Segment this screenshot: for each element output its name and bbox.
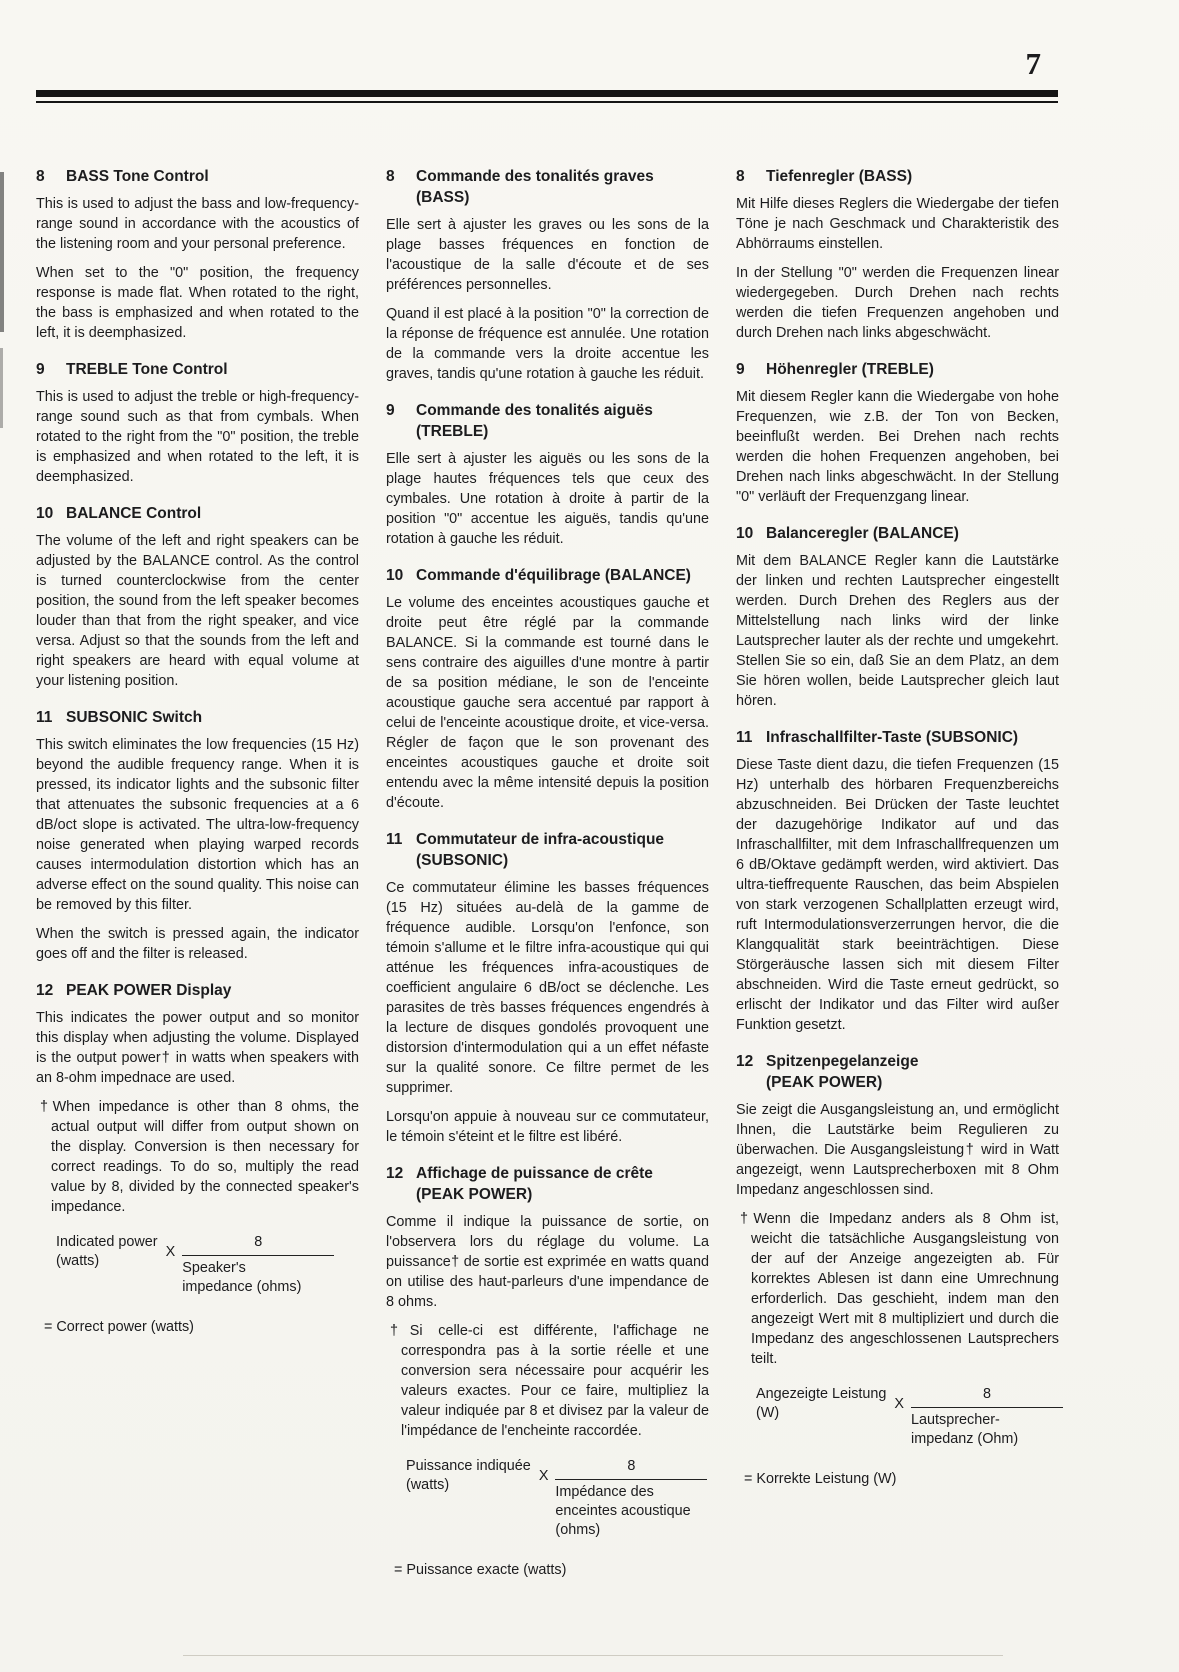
section-9-treble-en: [36, 359, 359, 487]
section-title: TREBLE Tone Control: [66, 361, 228, 378]
section-number: 8: [386, 168, 395, 185]
section-title: SUBSONIC Switch: [66, 709, 203, 726]
section-heading: [36, 707, 359, 728]
section-11-subsonic-en: [36, 707, 359, 964]
paragraph: When set to the "0" position, the frequency response is made flat. When rotated to the right, the bass is emphasized and when rotated to the left, it is deemphasized.: [36, 265, 359, 341]
formula-label-line: Puissance indiquée: [406, 1458, 531, 1474]
section-heading: [736, 1051, 1059, 1093]
paragraph: Mit diesem Regler kann die Wiedergabe von hohe Frequenzen, wie z.B. der Ton von Becken, beeinflußt werden. Bei Drehen nach rechts werden die hohen Frequenzen angehoben, bei Drehen nach links abgeschwächt. In der Stellung "0" verläuft der Frequenzgang linear.: [736, 389, 1059, 505]
paragraph: This is used to adjust the treble or high-frequency-range sound such as that from cymbals. When rotated to the right from the "0" position, the treble is emphasized and when rotated to the left, it is deemphasized.: [36, 389, 359, 485]
section-8-bass-de: [736, 166, 1059, 343]
section-title-line2: (SUBSONIC): [416, 852, 509, 869]
formula-fraction: [555, 1457, 707, 1540]
section-heading: [736, 359, 1059, 380]
section-heading: [36, 359, 359, 380]
section-number: 11: [36, 709, 53, 726]
section-10-balance-fr: [386, 565, 709, 813]
dagger-footnote: †When impedance is other than 8 ohms, the actual output will differ from output shown on the display. Conversion is then necessary for correct readings. To do so, multiply the read value by 8, divided by the connected speaker's impedance.: [40, 1099, 359, 1215]
section-10-balance-de: [736, 523, 1059, 711]
section-12-peak-power-fr: [386, 1163, 709, 1578]
fraction-numerator: 8: [254, 1234, 263, 1250]
dagger-footnote: †Wenn die Impedanz anders als 8 Ohm ist, weicht die tatsächliche Ausgangsleistung von der auf der Anzeige angezeigten ab. Für korrektes Ablesen ist dann eine Umrechnung erforderlich. Das geschieht, indem man den angezeigt Wert mit 8 multipliziert und durch die Impedanz des angeschlossenen Lautsprechers teilt.: [740, 1211, 1059, 1367]
denominator-line: impedance (ohms): [182, 1279, 302, 1295]
denominator-line: Speaker's: [182, 1260, 246, 1276]
section-title: Commande des tonalités graves: [416, 168, 654, 185]
power-formula: [756, 1385, 1059, 1449]
paragraph: When the switch is pressed again, the indicator goes off and the filter is released.: [36, 926, 359, 962]
page-number: 7: [1025, 46, 1041, 81]
formula-label-line: Angezeigte Leistung: [756, 1386, 887, 1402]
paragraph: Mit dem BALANCE Regler kann die Lautstärke der linken und rechten Lautsprecher eingestellt werden. Durch Drehen des Reglers aus der Mittelstellung nach links wird der linke Lautsprecher lauter als der rechte und umgekehrt. Stellen Sie so ein, daß Sie an dem Platz, an dem Sie hören wollen, beide Lautsprecher gleich laut hören.: [736, 553, 1059, 709]
fraction-denominator: [911, 1407, 1063, 1449]
section-title-line2: (BASS): [416, 189, 470, 206]
paragraph: Elle sert à ajuster les graves ou les sons de la plage basses fréquences en fonction de l'acoustique de la salle d'écoute et de ses préférences personnelles.: [386, 217, 709, 293]
formula-fraction: [911, 1385, 1063, 1449]
section-title: Balanceregler (BALANCE): [766, 525, 959, 542]
section-11-subsonic-fr: [386, 829, 709, 1147]
formula-result: = Puissance exacte (watts): [394, 1562, 567, 1578]
section-heading: [386, 1163, 709, 1205]
header-rule-thick: [36, 90, 1058, 97]
formula-left-label: [406, 1457, 531, 1495]
multiply-sign: X: [538, 1468, 549, 1484]
section-title: Affichage de puissance de crête: [416, 1165, 653, 1182]
denominator-line: Impédance des: [555, 1484, 654, 1500]
paragraph: Diese Taste dient dazu, die tiefen Frequenzen (15 Hz) unterhalb des hörbaren Frequenzbereichs abzuschneiden. Bei Drücken der Taste leuchtet der dazugehörige Indikator auf und das Infraschallfilter, mit dem Infraschallfrequenzen um 6 dB/Oktave gedämpft werden, wird aktiviert. Das ultra-tieffrequente Rauschen, das beim Abspielen von stark verzogenen Schallplatten erzeugt wird, ruft Intermodulationsverzerrungen hervor, die die Klangqualität stark beeinträchtigen. Diese Störgeräusche lassen sich mit diesem Filter abschneiden. Wird die Taste erneut gedrückt, so erlischt der Indikator und das Filter wird außer Funktion gesetzt.: [736, 757, 1059, 1033]
multiply-sign: X: [165, 1244, 176, 1260]
formula-result: = Korrekte Leistung (W): [744, 1471, 897, 1487]
denominator-line: impedanz (Ohm): [911, 1431, 1019, 1447]
section-heading: [36, 166, 359, 187]
column-english: [36, 166, 359, 1594]
header-rule-thin: [36, 101, 1058, 103]
section-heading: [386, 829, 709, 871]
denominator-line: Lautsprecher-: [911, 1412, 1000, 1428]
dagger-footnote: †Si celle-ci est différente, l'affichage ne correspondra pas à la sortie réelle et une conversion sera nécessaire pour acquérir les valeurs exactes. Pour ce faire, multipliez la valeur indiquée par 8 et divisez par la valeur de l'impédance de l'encheinte raccordée.: [390, 1323, 709, 1439]
section-number: 8: [736, 168, 745, 185]
section-title-line2: (PEAK POWER): [766, 1074, 883, 1091]
section-title: Commutateur de infra-acoustique: [416, 831, 665, 848]
power-formula: [406, 1457, 709, 1540]
section-heading: [736, 523, 1059, 544]
section-number: 9: [736, 361, 745, 378]
paragraph: Sie zeigt die Ausgangsleistung an, und ermöglicht Ihnen, die Lautstärke beim Regulieren zu überwachen. Die Ausgangsleistung† wird in Watt angezeigt, wenn Lautsprecherboxen mit 8 Ohm Impedanz angeschlossen sind.: [736, 1102, 1059, 1198]
section-10-balance-en: [36, 503, 359, 691]
formula-left-label: [756, 1385, 886, 1423]
paragraph: Comme il indique la puissance de sortie, on l'observera lors du réglage du volume. La puissance† de sortie est exprimée en watts quand on utilise des haut-parleurs d'une impendance de 8 ohms.: [386, 1214, 709, 1310]
section-number: 11: [736, 729, 753, 746]
section-number: 12: [386, 1165, 404, 1182]
section-title: BASS Tone Control: [66, 168, 209, 185]
section-title-line2: (TREBLE): [416, 423, 489, 440]
section-number: 12: [36, 982, 54, 999]
paragraph: This switch eliminates the low frequencies (15 Hz) beyond the audible frequency range. When it is pressed, its indicator lights and the subsonic filter that attenuates the subsonic frequencies at a 6 dB/oct slope is activated. The ultra-low-frequency noise generated when playing warped records causes intermodulation distortion which has an adverse effect on the sound quality. This noise can be removed by this filter.: [36, 737, 359, 913]
section-heading: [736, 166, 1059, 187]
section-number: 10: [386, 567, 404, 584]
section-heading: [386, 166, 709, 208]
formula-label-line: Indicated power: [56, 1234, 158, 1250]
section-title: Commande d'équilibrage (BALANCE): [416, 567, 691, 584]
section-heading: [36, 980, 359, 1001]
section-heading: [386, 400, 709, 442]
formula-label-line: (watts): [56, 1253, 100, 1269]
paragraph: Mit Hilfe dieses Reglers die Wiedergabe der tiefen Töne je nach Geschmack und Charakteristik des Abhörraums einstellen.: [736, 196, 1059, 252]
section-title: Tiefenregler (BASS): [766, 168, 913, 185]
section-heading: [386, 565, 709, 586]
formula-label-line: (W): [756, 1405, 780, 1421]
power-formula: [56, 1233, 359, 1297]
paragraph: The volume of the left and right speakers can be adjusted by the BALANCE control. As the control is turned counterclockwise from the center position, the sound from the left speaker becomes louder than that from the right speaker, and vice versa. Adjust so that the sounds from the left and right speakers are heard with equal volume at your listening position.: [36, 533, 359, 689]
formula-label-line: (watts): [406, 1477, 450, 1493]
section-number: 9: [386, 402, 395, 419]
section-12-peak-power-en: [36, 980, 359, 1335]
fraction-numerator: 8: [627, 1458, 636, 1474]
page-bottom-rule: [183, 1655, 1003, 1656]
denominator-line: enceintes acoustique: [555, 1503, 691, 1519]
three-column-layout: [36, 166, 1059, 1594]
paragraph: Elle sert à ajuster les aiguës ou les sons de la plage hautes fréquences tels que ceux des cymbales. Une rotation à droite à partir de la position "0" accentue les aiguës, tandis qu'une rotation à gauche les réduit.: [386, 451, 709, 547]
denominator-line: (ohms): [555, 1522, 601, 1538]
section-11-subsonic-de: [736, 727, 1059, 1035]
scan-artifact: [0, 348, 3, 428]
section-title: PEAK POWER Display: [66, 982, 232, 999]
fraction-denominator: [555, 1479, 707, 1540]
paragraph: This indicates the power output and so monitor this display when adjusting the volume. Displayed is the output power† in watts when speakers with an 8-ohm impednace are used.: [36, 1010, 359, 1086]
paragraph: Ce commutateur élimine les basses fréquences (15 Hz) situées au-delà de la gamme de fréquence audible. Lorsqu'on l'enfonce, son témoin s'allume et le filtre infra-acoustique qui qui atténue les fréquences infra-acoustiques de coefficient angulaire 6 dB/oct se déclenche. Les parasites de très basses fréquences engendrés à la lecture de disques gondolés provoquent une distorsion d'intermodulation qui a un effet néfaste sur la qualité sonore. Ce filtre permet de les supprimer.: [386, 880, 709, 1096]
section-number: 8: [36, 168, 45, 185]
section-title: Höhenregler (TREBLE): [766, 361, 934, 378]
paragraph: Le volume des enceintes acoustiques gauche et droite peut être réglé par la commande BALANCE. Si la commande est tourné dans le sens contraire des aiguilles d'une montre à partir de sa position médiane, le son de l'enceinte acoustique gauche sera accentué par rapport à celui de l'enceinte acoustique droite, et vice-versa. Régler de façon que le son provenant des enceintes acoustiques gauche et droite soit entendu avec la même intensité depuis la position d'écoute.: [386, 595, 709, 811]
section-number: 12: [736, 1053, 754, 1070]
column-french: [386, 166, 709, 1594]
section-heading: [736, 727, 1059, 748]
section-heading: [36, 503, 359, 524]
section-title-line2: (PEAK POWER): [416, 1186, 533, 1203]
paragraph: Quand il est placé à la position "0" la correction de la réponse de fréquence est annulée. Une rotation de la commande vers la droite accentue les graves, tandis qu'une rotation à gauche les réduit.: [386, 306, 709, 382]
section-number: 9: [36, 361, 45, 378]
section-12-peak-power-de: [736, 1051, 1059, 1487]
section-number: 10: [736, 525, 754, 542]
multiply-sign: X: [894, 1396, 905, 1412]
section-number: 10: [36, 505, 54, 522]
section-number: 11: [386, 831, 403, 848]
section-title: BALANCE Control: [66, 505, 202, 522]
section-9-treble-de: [736, 359, 1059, 507]
section-8-bass-en: [36, 166, 359, 343]
paragraph: Lorsqu'on appuie à nouveau sur ce commutateur, le témoin s'éteint et le filtre est libéré.: [386, 1109, 709, 1145]
fraction-denominator: [182, 1255, 334, 1297]
section-title: Commande des tonalités aiguës: [416, 402, 653, 419]
column-german: [736, 166, 1059, 1594]
scan-artifact: [0, 172, 4, 332]
paragraph: In der Stellung "0" werden die Frequenzen linear wiedergegeben. Durch Drehen nach rechts werden die tiefen Frequenzen angehoben und durch Drehen nach links abgeschwächt.: [736, 265, 1059, 341]
fraction-numerator: 8: [983, 1386, 992, 1402]
section-8-bass-fr: [386, 166, 709, 384]
formula-result: = Correct power (watts): [44, 1319, 194, 1335]
formula-left-label: [56, 1233, 158, 1271]
section-9-treble-fr: [386, 400, 709, 549]
section-title: Infraschallfilter-Taste (SUBSONIC): [766, 729, 1019, 746]
formula-fraction: [182, 1233, 334, 1297]
paragraph: This is used to adjust the bass and low-frequency-range sound in accordance with the acoustics of the listening room and your personal preference.: [36, 196, 359, 252]
section-title: Spitzenpegelanzeige: [766, 1053, 919, 1070]
